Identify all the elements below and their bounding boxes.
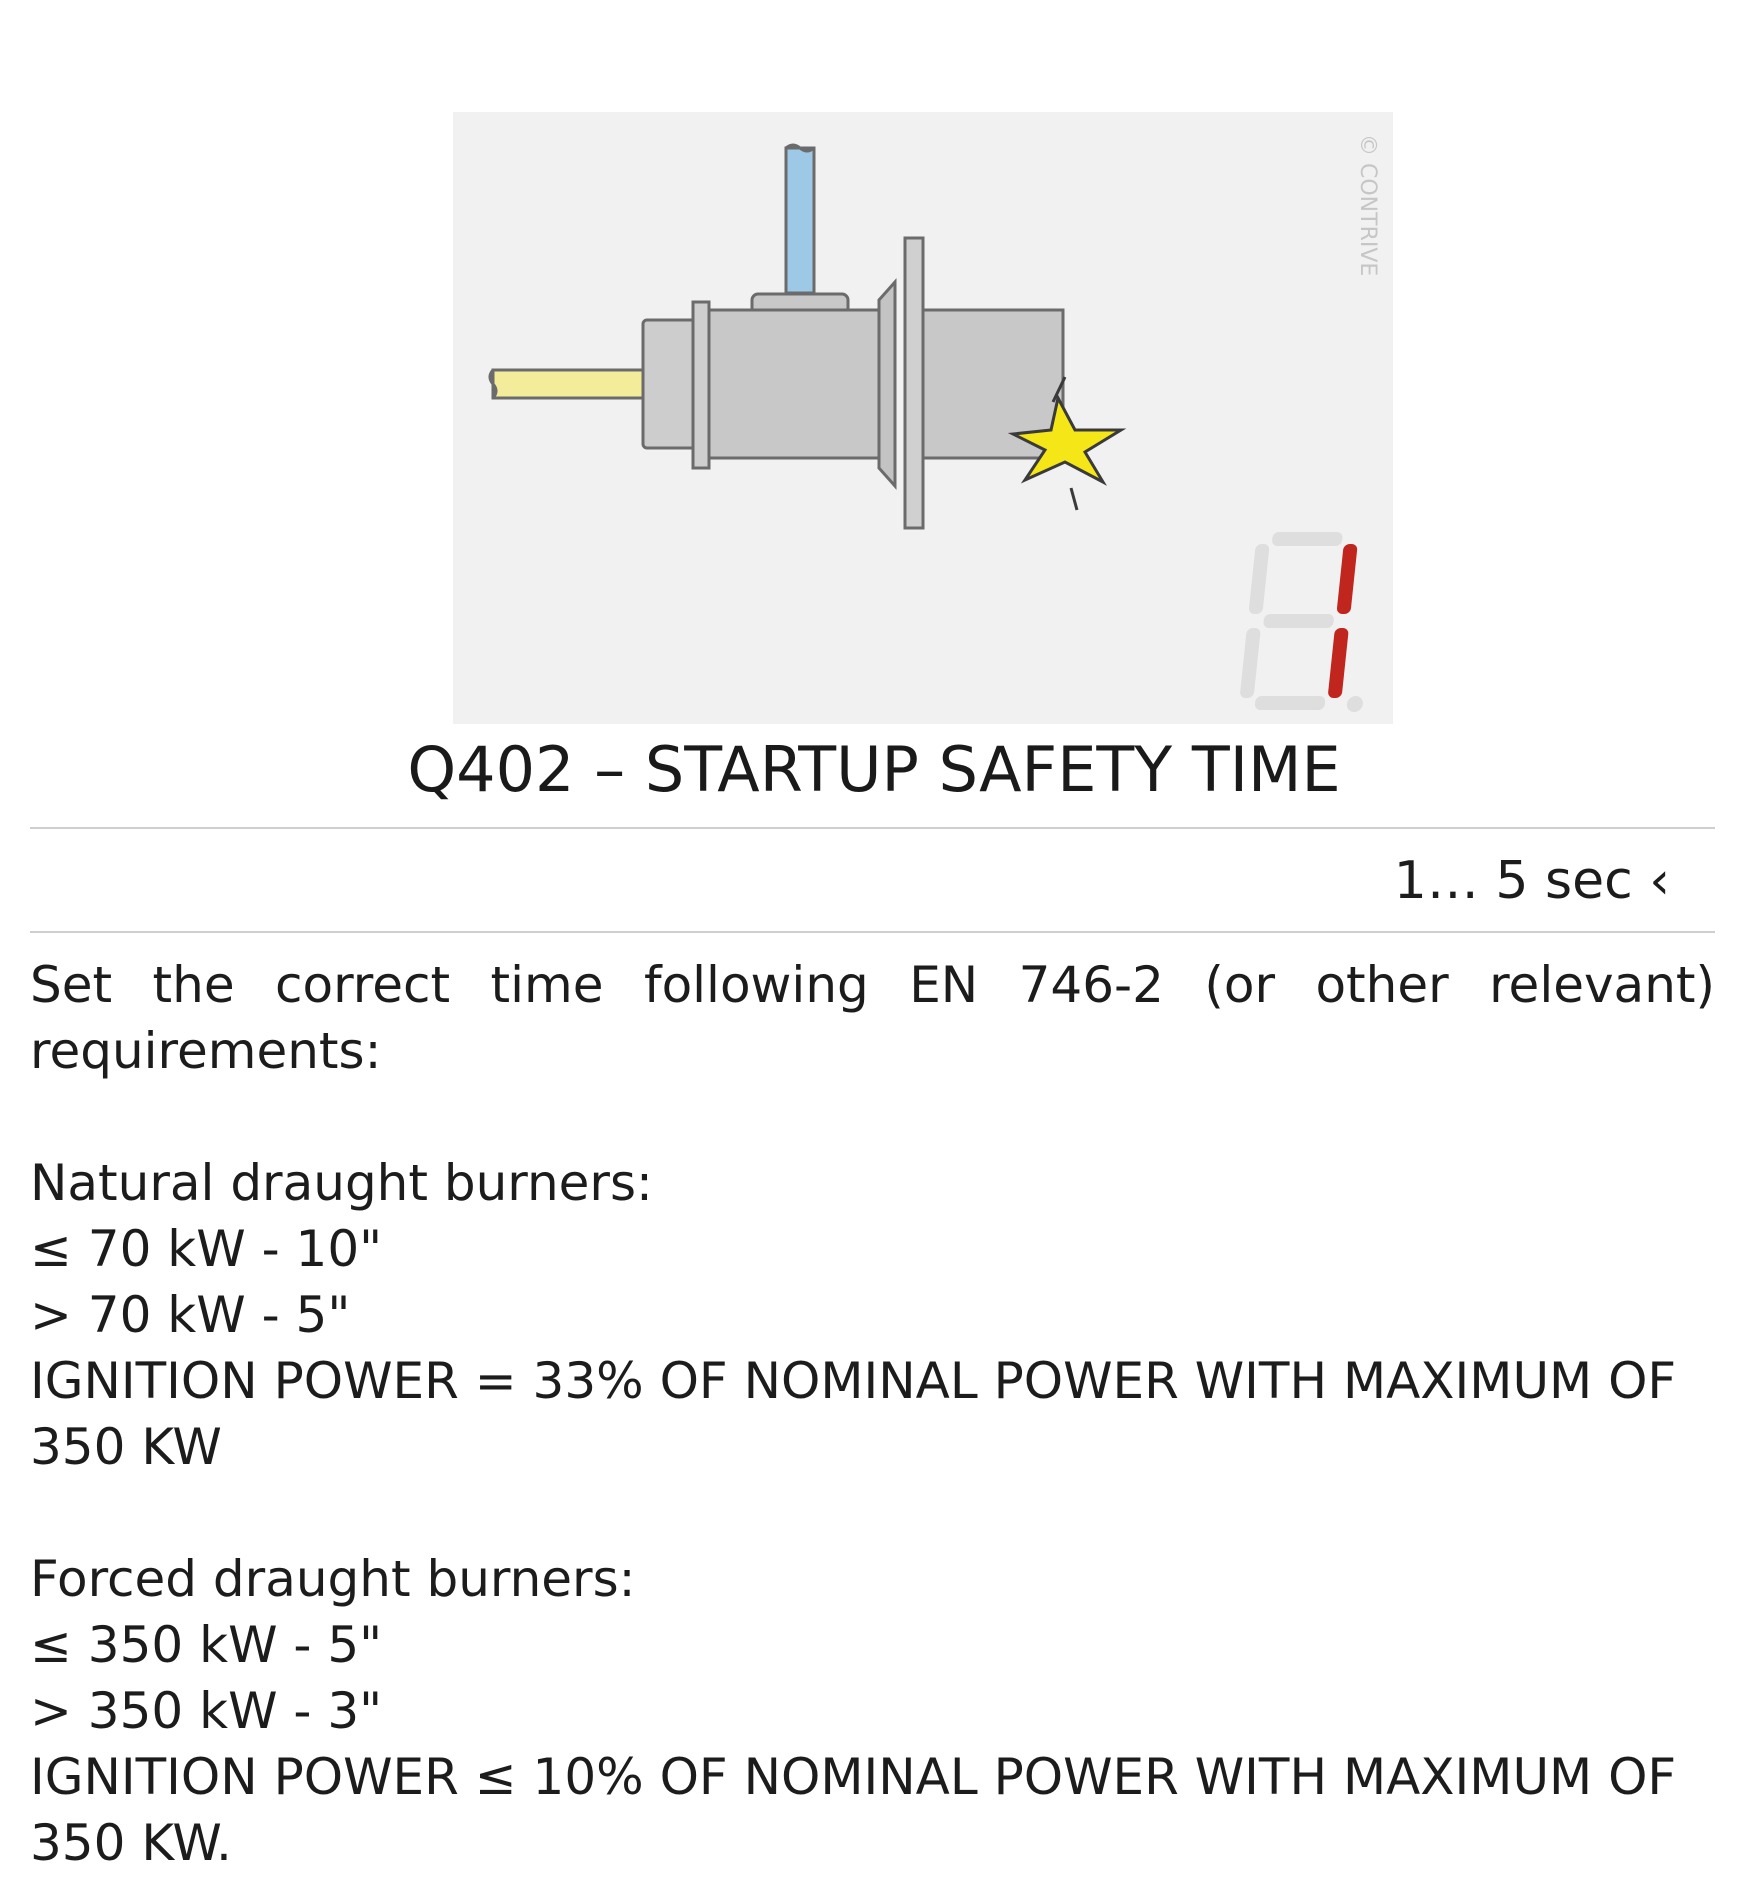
page-title: Q402 – STARTUP SAFETY TIME <box>407 733 1341 806</box>
divider-top <box>30 827 1715 829</box>
natural-ignition: IGNITION POWER = 33% OF NOMINAL POWER WITH MAXIMUM OF 350 KW <box>30 1352 1677 1476</box>
copyright-label <box>1355 134 1380 276</box>
svg-text:© CONTRIVE: © CONTRIVE <box>1355 134 1380 277</box>
natural-heading: Natural draught burners: <box>30 1154 653 1212</box>
oil-pipe <box>490 370 653 398</box>
forced-line-2: > 350 kW - 3" <box>30 1682 383 1740</box>
range-value: 1… 5 sec ‹ <box>1393 851 1670 911</box>
natural-line-2: > 70 kW - 5" <box>30 1286 351 1344</box>
forced-line-1: ≤ 350 kW - 5" <box>30 1616 383 1674</box>
burner-body <box>643 238 1063 528</box>
forced-draught-section <box>30 1546 1715 1876</box>
natural-line-1: ≤ 70 kW - 10" <box>30 1220 383 1278</box>
display-digit: 1 <box>453 112 454 113</box>
seven-segment-display <box>1238 532 1381 712</box>
burner-illustration <box>453 112 1393 724</box>
forced-ignition: IGNITION POWER ≤ 10% OF NOMINAL POWER WITH MAXIMUM OF 350 KW. <box>30 1748 1677 1872</box>
forced-heading: Forced draught burners: <box>30 1550 636 1608</box>
intro-text: Set the correct time following EN 746-2 (or other relevant) requirements: <box>30 956 1715 1080</box>
burner-diagram <box>453 112 1393 724</box>
divider-bottom <box>30 931 1715 933</box>
description <box>30 952 1715 1876</box>
natural-draught-section <box>30 1150 1715 1480</box>
